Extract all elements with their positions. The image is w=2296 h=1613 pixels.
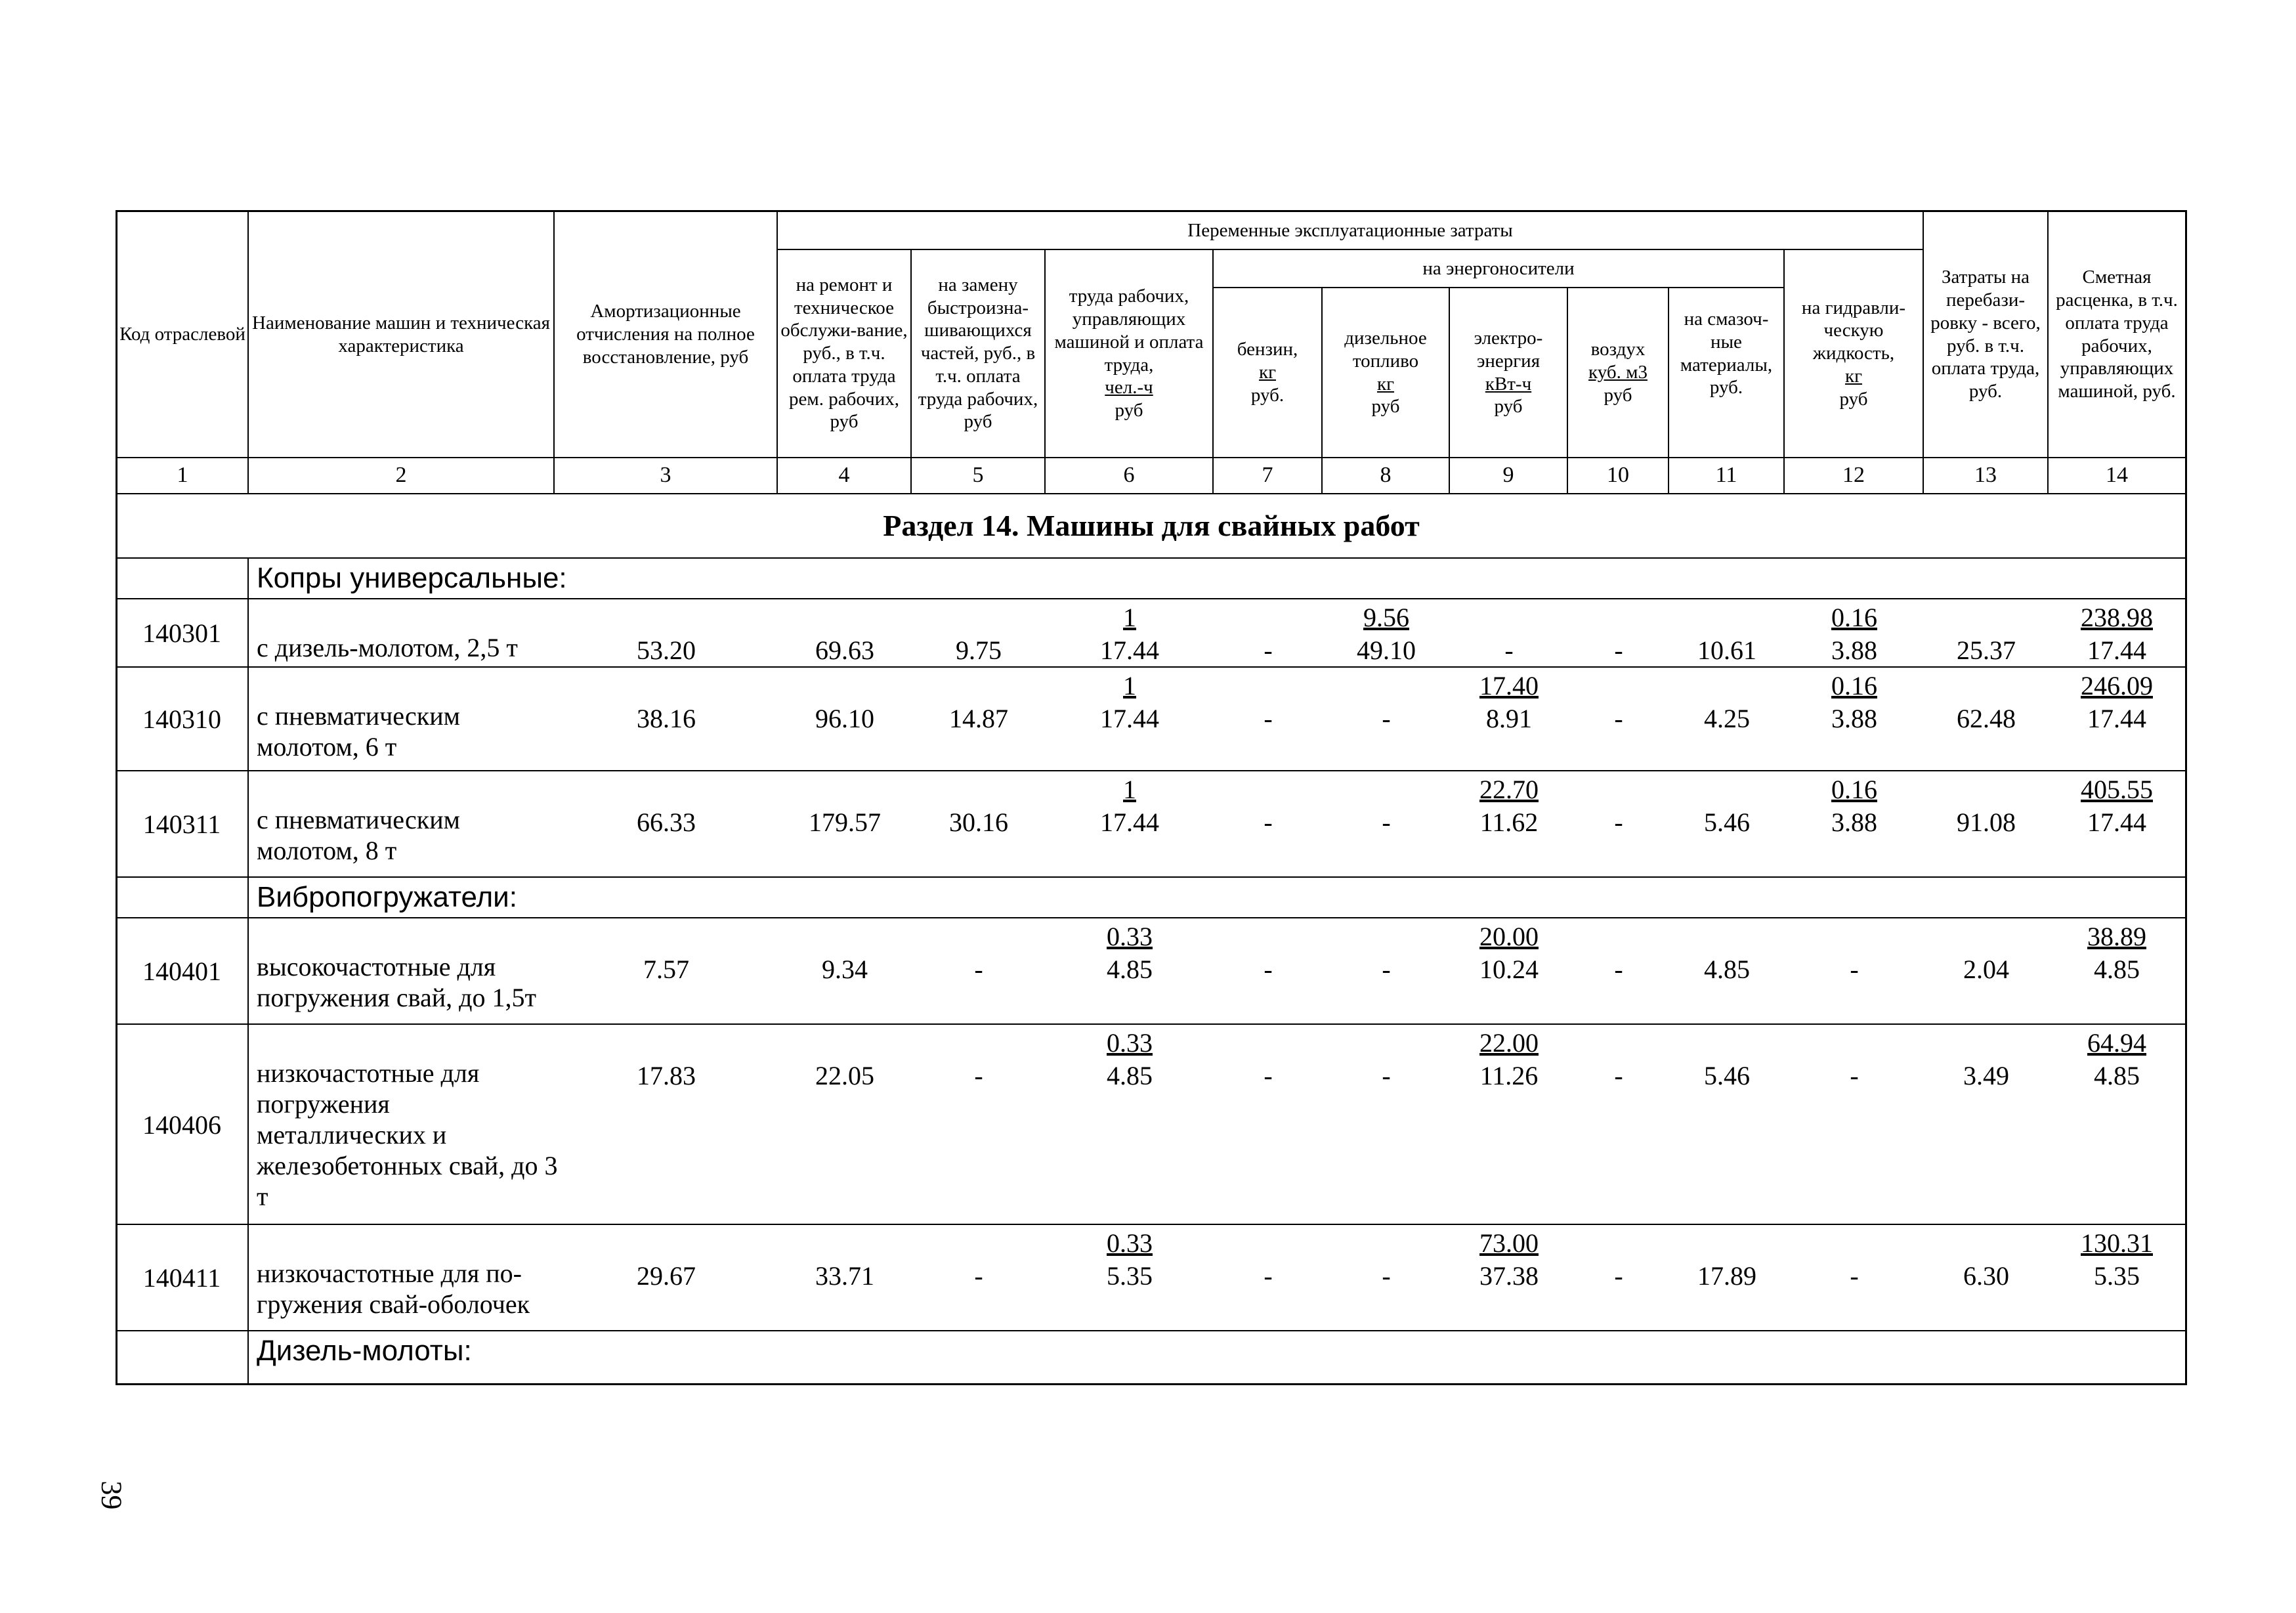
- electricity-cost: 11.26: [1479, 1061, 1539, 1090]
- row-code: 140406: [142, 1109, 221, 1140]
- header-petrol-label: бензин,: [1237, 339, 1298, 360]
- column-divider: [247, 668, 249, 771]
- column-number: 1: [117, 458, 249, 494]
- header-labor-currency: руб: [1115, 400, 1143, 421]
- column-number: 2: [249, 458, 555, 494]
- hydraulic-cost: 3.88: [1831, 807, 1877, 837]
- relocation-value: 25.37: [1957, 635, 2016, 665]
- header-repair-label: на ремонт и техническое обслужи-вание, руб., в т.ч. оплата труда рем. рабочих, руб: [780, 274, 908, 433]
- labor-cost: 5.35: [1107, 1261, 1153, 1291]
- row-divider: [117, 598, 2185, 599]
- diesel-cost: -: [1382, 1261, 1391, 1291]
- parts-value: 9.75: [956, 635, 1002, 665]
- air-value: -: [1614, 955, 1623, 984]
- header-petrol-unit: кг: [1259, 362, 1276, 383]
- header-parts-label: на замену быстроизна-шивающихся частей, руб., в т.ч. оплата труда рабочих, руб: [918, 274, 1038, 433]
- electricity-cost: 11.62: [1479, 807, 1539, 837]
- estimate-cost: 17.44: [2087, 635, 2146, 665]
- column-number: 9: [1450, 458, 1568, 494]
- header-repair: [778, 250, 912, 458]
- header-air: [1568, 288, 1669, 458]
- row-code: 140401: [142, 957, 221, 986]
- row-name: с пневматическим молотом, 8 т: [257, 805, 460, 865]
- lubricants-value: 10.61: [1697, 635, 1756, 665]
- header-electricity: [1450, 288, 1568, 458]
- header-air-currency: руб: [1604, 384, 1632, 406]
- header-relocation: [1924, 212, 2049, 458]
- hydraulic-cost: -: [1850, 1061, 1859, 1090]
- lubricants-value: 5.46: [1704, 1061, 1750, 1090]
- diesel-quantity: 9.56: [1363, 603, 1409, 632]
- header-estimate-label: Сметная расценка, в т.ч. оплата труда рабочих, управляющих машиной, руб.: [2056, 267, 2178, 402]
- row-code: 140310: [142, 704, 221, 734]
- header-diesel: [1323, 288, 1450, 458]
- column-number: 6: [1046, 458, 1214, 494]
- electricity-cost: 10.24: [1479, 955, 1539, 984]
- relocation-value: 6.30: [1963, 1261, 2009, 1291]
- parts-value: 14.87: [949, 704, 1008, 733]
- row-divider: [117, 876, 2185, 878]
- petrol-value: -: [1264, 955, 1273, 984]
- repair-value: 9.34: [822, 955, 868, 984]
- column-divider: [247, 599, 249, 668]
- labor-cost: 17.44: [1100, 704, 1159, 733]
- hydraulic-quantity: 0.16: [1831, 775, 1877, 804]
- header-petrol-currency: руб.: [1250, 384, 1285, 406]
- parts-value: -: [974, 955, 983, 984]
- column-number: 11: [1669, 458, 1785, 494]
- row-divider: [117, 1224, 2185, 1225]
- section-title-text: Раздел 14. Машины для свайных работ: [883, 509, 1420, 543]
- header-air-unit: куб. м3: [1588, 362, 1648, 383]
- hydraulic-cost: 3.88: [1831, 635, 1877, 665]
- lubricants-value: 4.85: [1704, 955, 1750, 984]
- amortization-value: 29.67: [637, 1261, 696, 1291]
- row-name: с дизель-молотом, 2,5 т: [257, 633, 518, 662]
- labor-quantity: 1: [1123, 603, 1136, 632]
- labor-quantity: 0.33: [1107, 1228, 1153, 1258]
- column-number: 10: [1568, 458, 1669, 494]
- row-divider: [117, 1330, 2185, 1331]
- header-diesel-unit: кг: [1377, 373, 1394, 395]
- relocation-value: 2.04: [1963, 955, 2009, 984]
- lubricants-value: 4.25: [1704, 704, 1750, 733]
- row-divider: [117, 917, 2185, 918]
- header-lubricants-label: на смазоч-ные материалы, руб.: [1680, 308, 1773, 398]
- column-divider: [247, 918, 249, 1025]
- column-divider: [247, 559, 249, 599]
- petrol-value: -: [1264, 1061, 1273, 1090]
- estimate-cost: 17.44: [2087, 807, 2146, 837]
- row-divider: [117, 1023, 2185, 1025]
- group-heading: Копры универсальные:: [257, 562, 567, 594]
- row-name: низкочастотные для погружения металлических и железобетонных свай, до 3 т: [257, 1058, 558, 1211]
- column-number: 8: [1323, 458, 1450, 494]
- header-name: [249, 212, 555, 458]
- labor-quantity: 0.33: [1107, 922, 1153, 951]
- header-amortization: [555, 212, 778, 458]
- group-heading: Дизель-молоты:: [257, 1335, 472, 1367]
- estimate-quantity: 130.31: [2081, 1228, 2153, 1258]
- column-number: 14: [2049, 458, 2185, 494]
- row-divider: [117, 770, 2185, 771]
- relocation-value: 62.48: [1957, 704, 2016, 733]
- parts-value: -: [974, 1061, 983, 1090]
- parts-value: 30.16: [949, 807, 1008, 837]
- relocation-value: 91.08: [1957, 807, 2016, 837]
- column-divider: [247, 1225, 249, 1331]
- petrol-value: -: [1264, 635, 1273, 665]
- electricity-quantity: 22.00: [1479, 1028, 1539, 1058]
- diesel-cost: -: [1382, 1061, 1391, 1090]
- labor-cost: 17.44: [1100, 807, 1159, 837]
- header-petrol: [1214, 288, 1323, 458]
- repair-value: 96.10: [815, 704, 874, 733]
- hydraulic-quantity: 0.16: [1831, 671, 1877, 700]
- column-number: 12: [1785, 458, 1924, 494]
- amortization-value: 17.83: [637, 1061, 696, 1090]
- hydraulic-cost: -: [1850, 1261, 1859, 1291]
- estimate-cost: 4.85: [2094, 955, 2140, 984]
- group-heading: Вибропогружатели:: [257, 881, 517, 913]
- header-relocation-label: Затраты на перебази-ровку - всего, руб. в т.ч. оплата труда, руб.: [1930, 267, 2041, 402]
- header-lubricants: [1669, 250, 1785, 458]
- hydraulic-quantity: 0.16: [1831, 603, 1877, 632]
- air-value: -: [1614, 635, 1623, 665]
- header-electricity-unit: кВт-ч: [1485, 373, 1532, 395]
- labor-quantity: 1: [1123, 671, 1136, 700]
- header-hydraulic-label: на гидравли-ческую жидкость,: [1801, 297, 1906, 364]
- amortization-value: 53.20: [637, 635, 696, 665]
- row-name: высокочастотные для погружения свай, до 1,5т: [257, 952, 536, 1012]
- header-variable-label: Переменные эксплуатационные затраты: [1187, 219, 1513, 241]
- estimate-cost: 4.85: [2094, 1061, 2140, 1090]
- relocation-value: 3.49: [1963, 1061, 2009, 1090]
- header-energy-label: на энергоносители: [1422, 257, 1575, 279]
- repair-value: 69.63: [815, 635, 874, 665]
- repair-value: 179.57: [809, 807, 881, 837]
- electricity-cost: 8.91: [1486, 704, 1532, 733]
- header-parts: [912, 250, 1046, 458]
- row-code: 140311: [142, 809, 221, 839]
- estimate-quantity: 38.89: [2087, 922, 2146, 951]
- diesel-cost: -: [1382, 955, 1391, 984]
- hydraulic-cost: 3.88: [1831, 704, 1877, 733]
- column-divider: [247, 1025, 249, 1225]
- labor-quantity: 1: [1123, 775, 1136, 804]
- column-divider: [247, 771, 249, 878]
- row-code: 140411: [142, 1263, 221, 1293]
- header-hydraulic-unit: кг: [1845, 365, 1862, 387]
- estimate-cost: 5.35: [2094, 1261, 2140, 1291]
- header-amortization-label: Амортизационные отчисления на полное восстановление, руб: [576, 301, 755, 368]
- parts-value: -: [974, 1261, 983, 1291]
- amortization-value: 66.33: [637, 807, 696, 837]
- air-value: -: [1614, 1061, 1623, 1090]
- estimate-quantity: 238.98: [2081, 603, 2153, 632]
- diesel-cost: -: [1382, 807, 1391, 837]
- header-hydraulic-currency: руб: [1839, 388, 1868, 410]
- amortization-value: 38.16: [637, 704, 696, 733]
- header-variable-costs: [778, 212, 1924, 250]
- diesel-cost: 49.10: [1357, 635, 1416, 665]
- column-number: 7: [1214, 458, 1323, 494]
- column-number: 3: [555, 458, 778, 494]
- estimate-quantity: 405.55: [2081, 775, 2153, 804]
- header-labor: [1046, 250, 1214, 458]
- air-value: -: [1614, 704, 1623, 733]
- diesel-cost: -: [1382, 704, 1391, 733]
- labor-cost: 4.85: [1107, 1061, 1153, 1090]
- repair-value: 22.05: [815, 1061, 874, 1090]
- header-code-label: Код отраслевой: [119, 324, 245, 345]
- header-electricity-label: электро-энергия: [1474, 327, 1543, 372]
- header-estimate: [2049, 212, 2185, 458]
- row-name: с пневматическим молотом, 6 т: [257, 701, 460, 762]
- estimate-quantity: 246.09: [2081, 671, 2153, 700]
- electricity-cost: -: [1504, 635, 1514, 665]
- electricity-quantity: 17.40: [1479, 671, 1539, 700]
- estimate-cost: 17.44: [2087, 704, 2146, 733]
- labor-cost: 4.85: [1107, 955, 1153, 984]
- electricity-quantity: 22.70: [1479, 775, 1539, 804]
- column-divider: [247, 1331, 249, 1383]
- hydraulic-cost: -: [1850, 955, 1859, 984]
- air-value: -: [1614, 1261, 1623, 1291]
- header-name-label: Наименование машин и техническая характеристика: [252, 312, 550, 356]
- petrol-value: -: [1264, 807, 1273, 837]
- row-name: низкочастотные для по-гружения свай-оболочек: [257, 1258, 530, 1319]
- petrol-value: -: [1264, 1261, 1273, 1291]
- header-air-label: воздух: [1590, 339, 1646, 360]
- amortization-value: 7.57: [643, 955, 689, 984]
- petrol-value: -: [1264, 704, 1273, 733]
- column-number: 4: [778, 458, 912, 494]
- header-labor-unit: чел.-ч: [1105, 377, 1153, 398]
- labor-quantity: 0.33: [1107, 1028, 1153, 1058]
- header-code: [117, 212, 249, 458]
- estimate-quantity: 64.94: [2087, 1028, 2146, 1058]
- header-electricity-currency: руб: [1494, 396, 1523, 418]
- header-hydraulic: [1785, 250, 1924, 458]
- header-diesel-currency: руб: [1371, 396, 1400, 418]
- electricity-quantity: 20.00: [1479, 922, 1539, 951]
- electricity-quantity: 73.00: [1479, 1228, 1539, 1258]
- lubricants-value: 5.46: [1704, 807, 1750, 837]
- electricity-cost: 37.38: [1479, 1261, 1539, 1291]
- page-number: 39: [95, 1480, 128, 1510]
- rates-table: [116, 210, 2187, 1385]
- section-title: [117, 494, 2185, 559]
- column-number: 13: [1924, 458, 2049, 494]
- column-divider: [247, 878, 249, 918]
- header-labor-label: труда рабочих, управляющих машиной и оплата труда,: [1054, 286, 1204, 376]
- header-diesel-label: дизельное топливо: [1344, 327, 1427, 372]
- row-code: 140301: [142, 618, 221, 648]
- air-value: -: [1614, 807, 1623, 837]
- labor-cost: 17.44: [1100, 635, 1159, 665]
- lubricants-value: 17.89: [1697, 1261, 1756, 1291]
- repair-value: 33.71: [815, 1261, 874, 1291]
- column-number: 5: [912, 458, 1046, 494]
